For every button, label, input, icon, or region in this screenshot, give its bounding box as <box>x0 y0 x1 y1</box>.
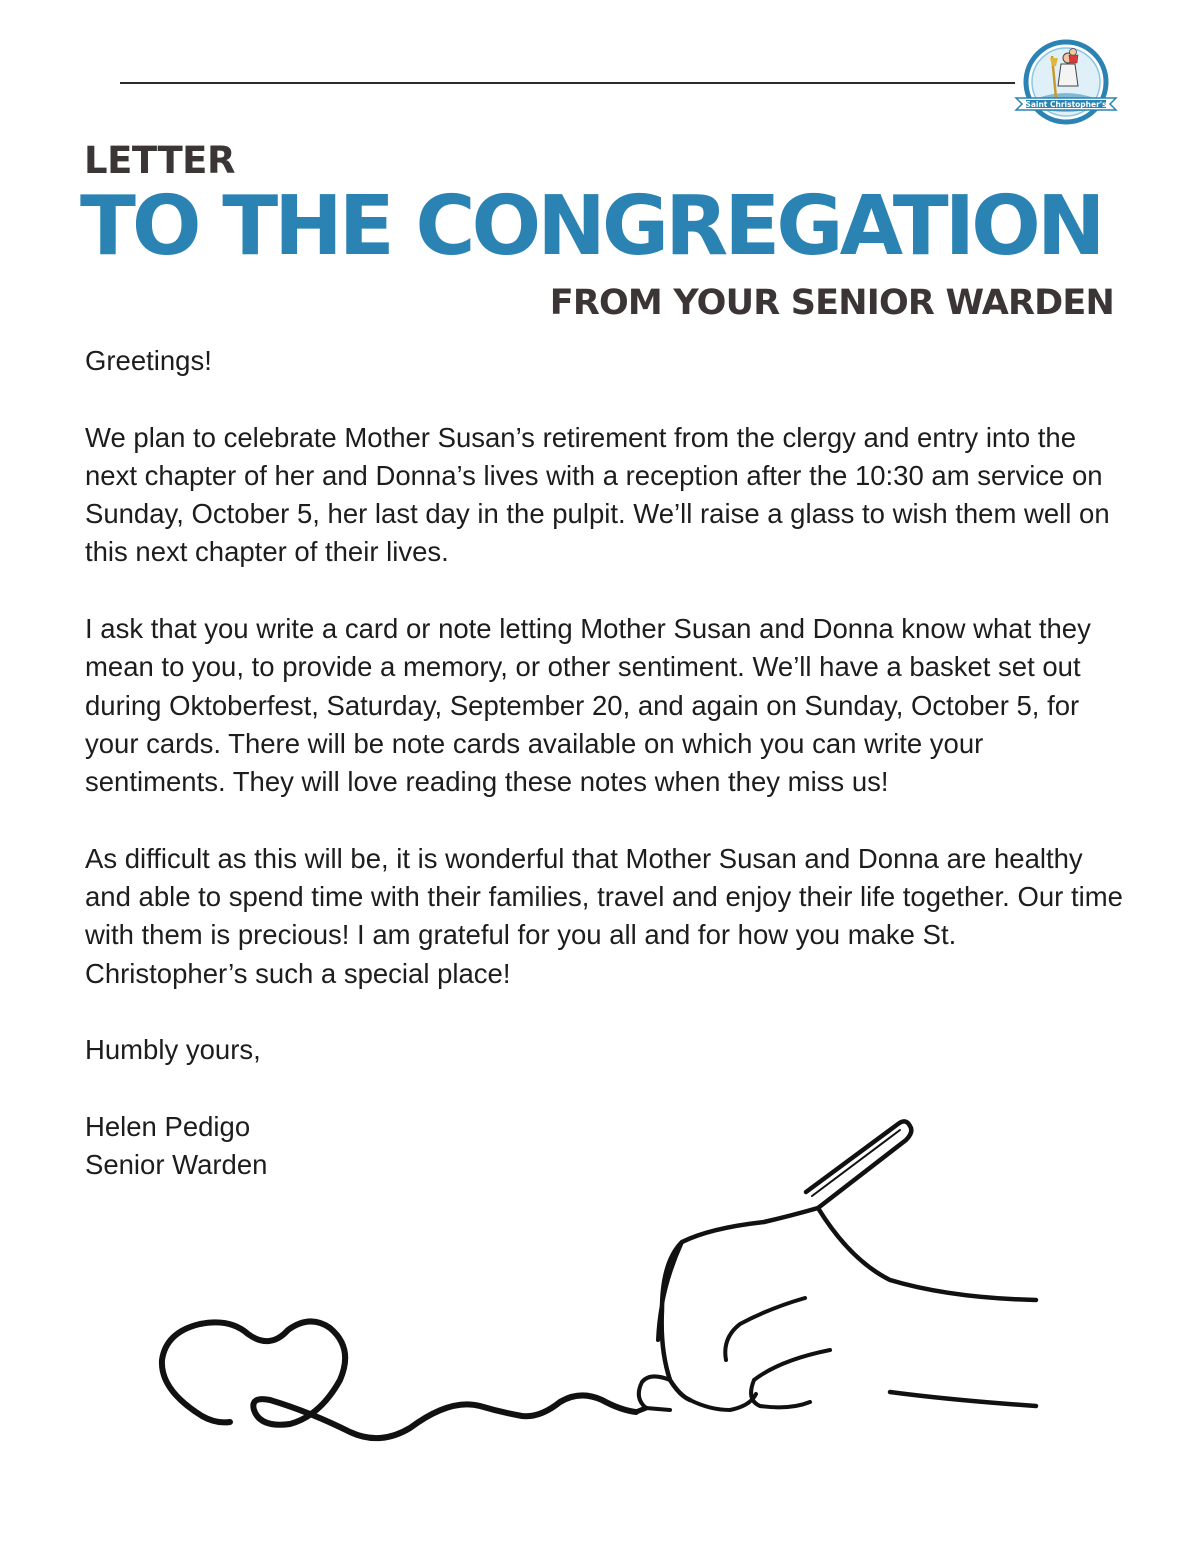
page-title: TO THE CONGREGATION <box>80 179 1102 274</box>
hand-writing-heart-icon <box>150 1110 1050 1450</box>
logo-wordmark: Saint Christopher's <box>1025 100 1107 109</box>
letter-paragraph-3: As difficult as this will be, it is wonderful that Mother Susan and Donna are healthy and able to spend time with their families, travel and enjoy their life together. Our time with them is precious! I am grateful for you all and for how you make St. Christopher’s such a special place! <box>85 842 1123 989</box>
page-subtitle: FROM YOUR SENIOR WARDEN <box>549 283 1114 323</box>
header-divider <box>120 82 1015 84</box>
letter-body <box>85 342 1125 1185</box>
letter-kicker: LETTER <box>84 139 235 182</box>
letter-paragraph-2: I ask that you write a card or note letting Mother Susan and Donna know what they mean to you, to provide a memory, or other sentiment. We’ll have a basket set out during Oktoberfest, Saturday, September 20, and again on Sunday, October 5, for your cards. There will be note cards available on which you can write your sentiments. They will love reading these notes when they miss us! <box>85 613 1091 798</box>
letter-paragraph-1: We plan to celebrate Mother Susan’s retirement from the clergy and entry into the next chapter of her and Donna’s lives with a reception after the 10:30 am service on Sunday, October 5, her last day in the pulpit. We’ll raise a glass to wish them well on this next chapter of their lives. <box>85 421 1110 568</box>
letter-greeting: Greetings! <box>85 345 212 376</box>
letter-closing: Humbly yours, <box>85 1034 261 1066</box>
signer-title: Senior Warden <box>85 1149 268 1181</box>
saint-christophers-logo-icon <box>1012 38 1120 128</box>
signer-name: Helen Pedigo <box>85 1110 251 1142</box>
